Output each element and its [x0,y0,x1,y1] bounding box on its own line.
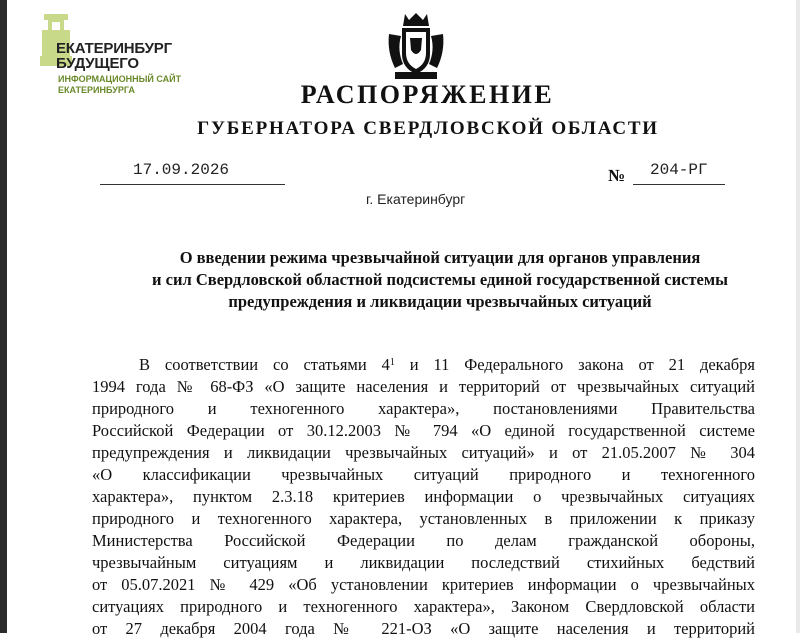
document-title: РАСПОРЯЖЕНИЕ [300,80,555,109]
body-line: ситуациях природного и техногенного характера», Законом Свердловской области [92,597,755,616]
subject-line: О введении режима чрезвычайной ситуации для органов управления [179,248,701,267]
body-line: природного и техногенного характера», постановлениями Правительства [92,399,755,418]
body-line: 1994 года № 68-ФЗ «О защите населения и территорий от чрезвычайных ситуаций [92,377,755,396]
document-city: г. Екатеринбург [366,191,466,207]
body-line: природного и техногенного характера, установленных в приложении к приказу [92,509,755,528]
document-subject [60,247,800,313]
body-line: Министерства Российской Федерации по делам гражданской обороны, [92,531,755,550]
body-line: предупреждения и ликвидации чрезвычайных ситуаций» и от 21.05.2007 № 304 [92,443,755,462]
document-body [92,354,755,640]
number-sign: № [608,166,626,185]
body-line: Российской Федерации от 30.12.2003 № 794 «О единой государственной системе [92,421,755,440]
subject-line: и сил Свердловской областной подсистемы единой государственной системы [152,270,728,289]
body-text-fragment: В соответствии со статьями 4 [139,355,390,374]
subject-line: предупреждения и ликвидации чрезвычайных ситуаций [228,292,652,311]
document-number: 204-РГ [650,161,708,179]
number-underline [633,184,725,185]
body-line: «О классификации чрезвычайных ситуаций природного и техногенного [92,465,755,484]
date-underline [100,184,285,185]
logo-subtitle-line2: ЕКАТЕРИНБУРГА [58,85,135,95]
logo-title-line1: ЕКАТЕРИНБУРГ [56,40,172,57]
body-line: от 27 декабря 2004 года № 221-ОЗ «О защите населения и территорий [92,619,755,638]
body-line: характера», пунктом 2.3.18 критериев информации о чрезвычайных ситуациях [92,487,755,506]
document-issuer: ГУБЕРНАТОРА СВЕРДЛОВСКОЙ ОБЛАСТИ [197,118,659,139]
coat-of-arms-icon [385,12,447,82]
logo-title-line2: БУДУЩЕГО [56,55,139,72]
body-line [92,354,755,376]
superscript: 1 [389,357,395,368]
body-line: от 05.07.2021 № 429 «Об установлении критериев информации о чрезвычайных [92,575,755,594]
logo-subtitle-line1: ИНФОРМАЦИОННЫЙ САЙТ [58,74,182,84]
document-date: 17.09.2026 [133,161,230,179]
body-line: чрезвычайным ситуациям и ликвидации последствий стихийных бедствий [92,553,755,572]
body-text-fragment: и 11 Федерального закона от 21 декабря [394,355,755,374]
